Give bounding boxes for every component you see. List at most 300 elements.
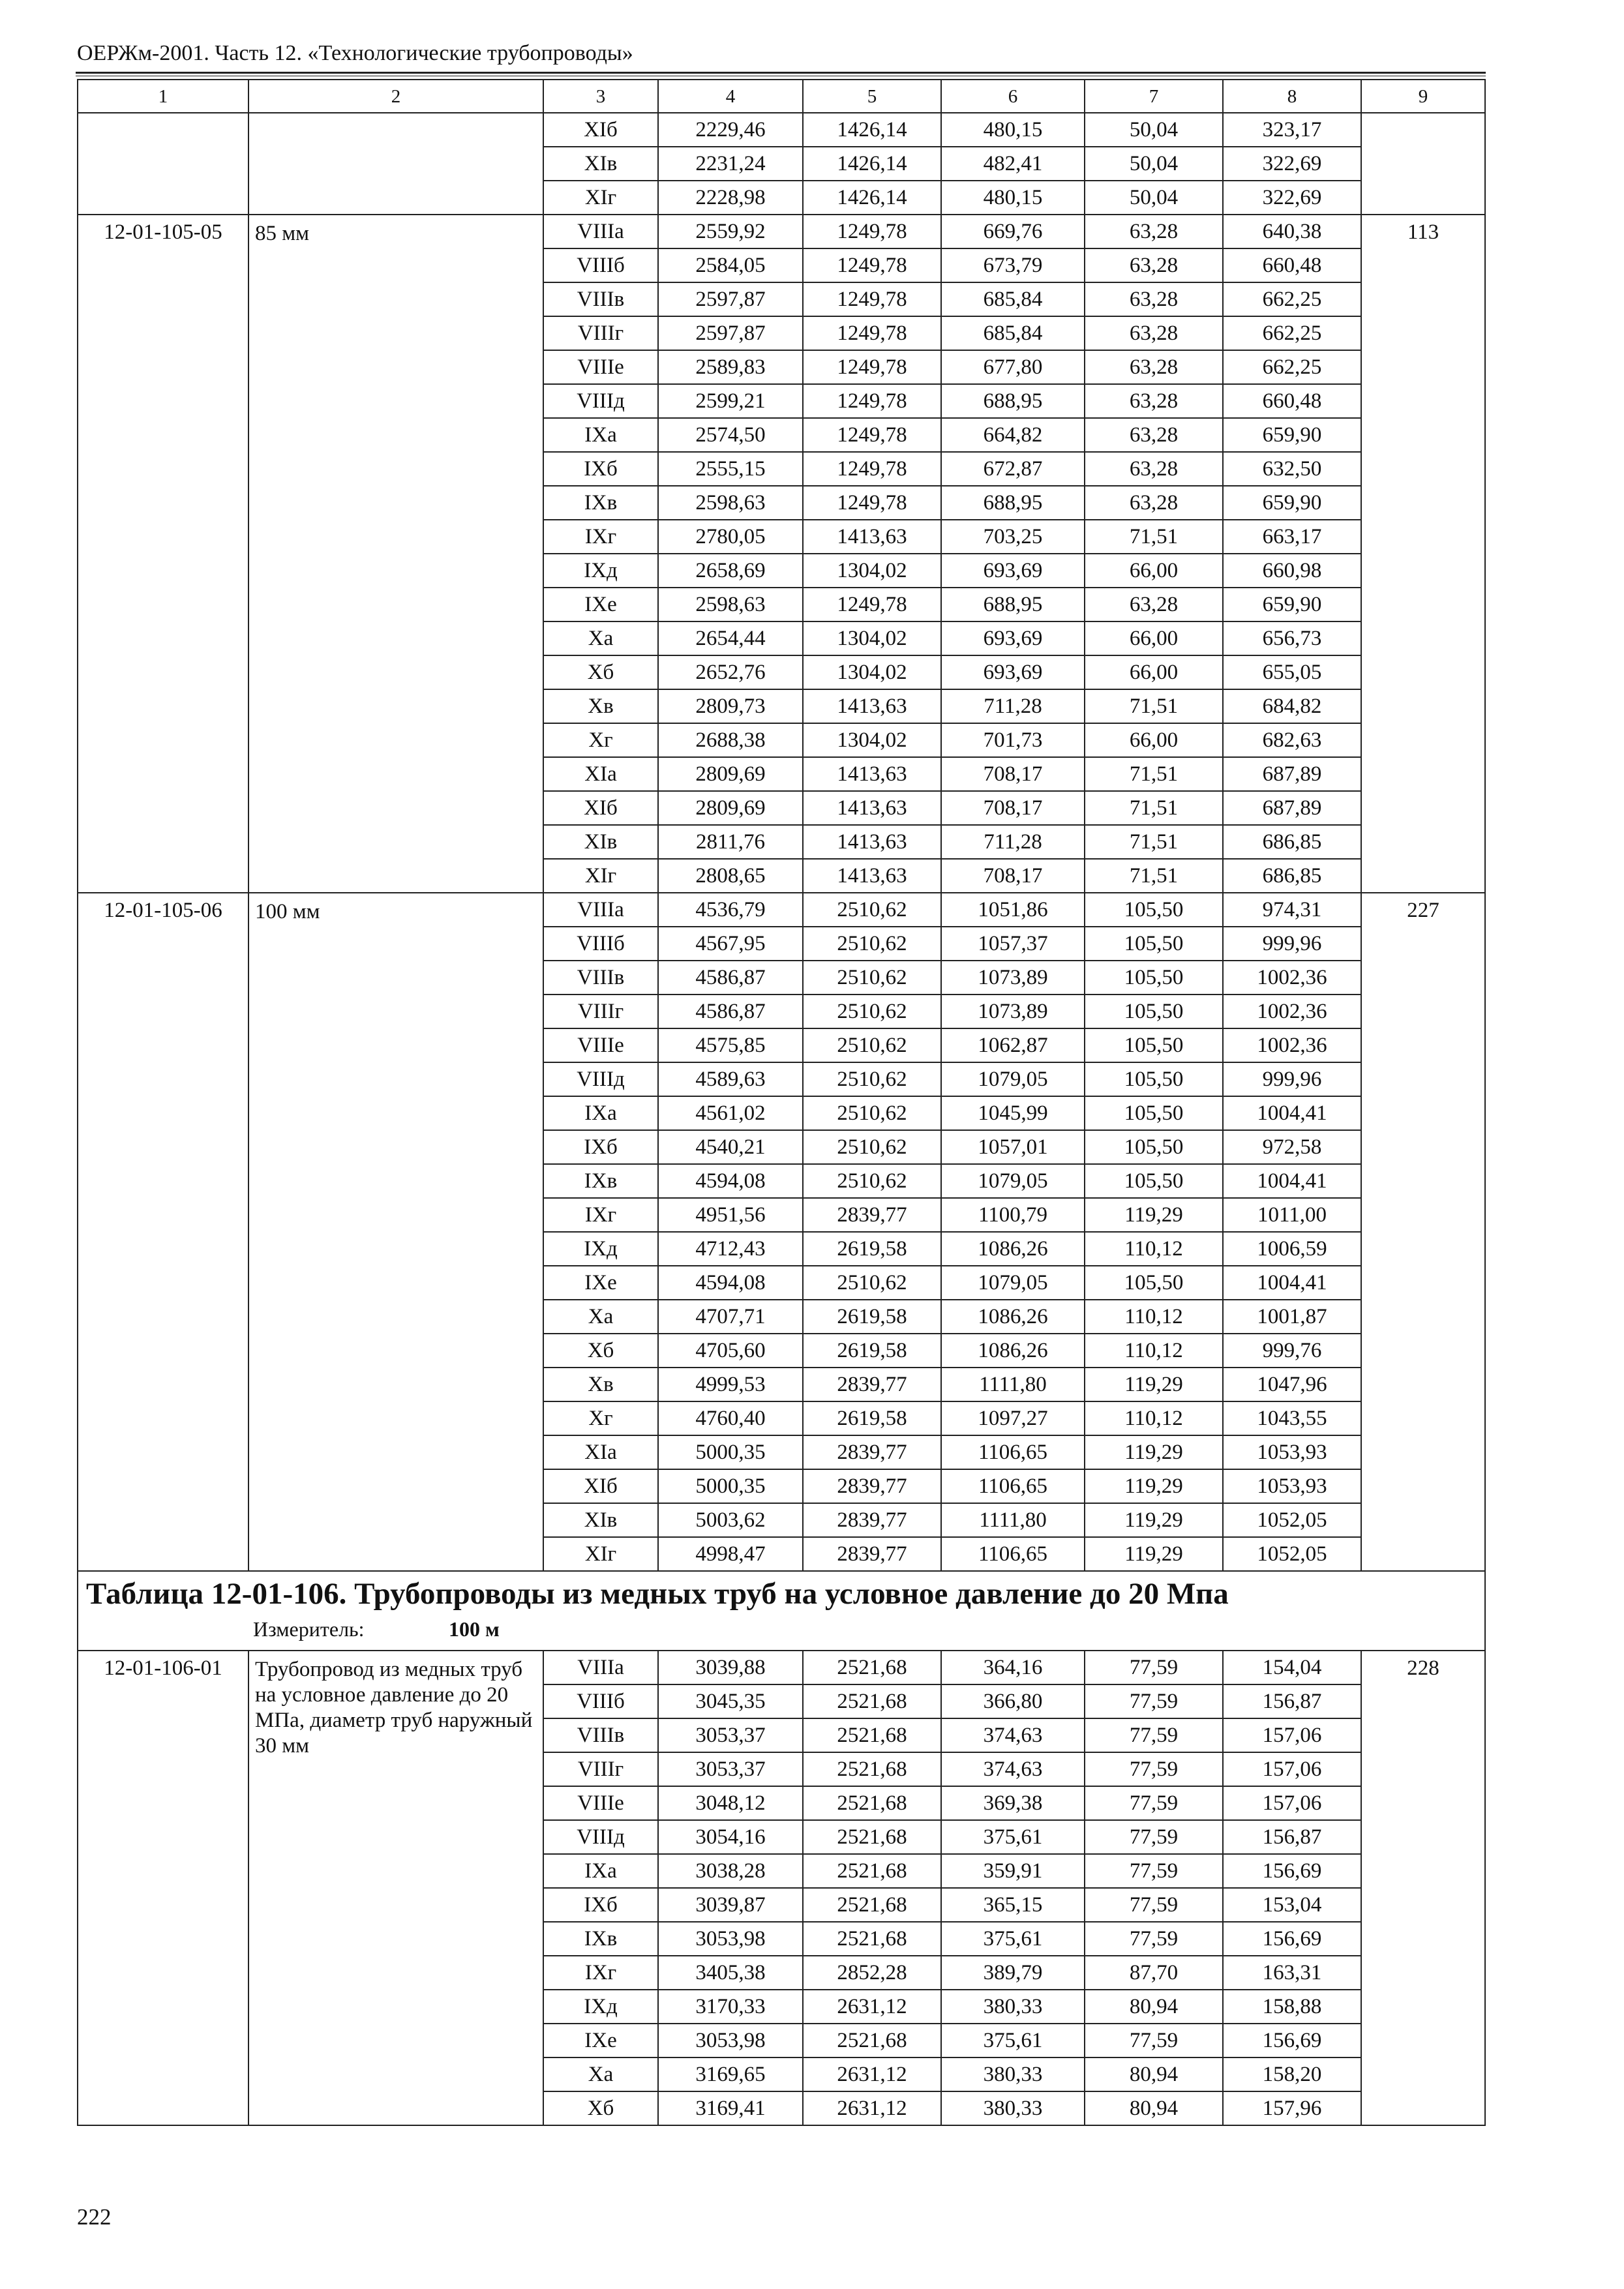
value-cell: 662,25 [1223, 350, 1361, 384]
value-cell: 1304,02 [803, 655, 941, 689]
value-cell: 708,17 [941, 757, 1085, 791]
value-cell: 480,15 [941, 113, 1085, 147]
value-cell: 2654,44 [658, 621, 803, 655]
rate-description [248, 1651, 543, 2125]
value-cell: 374,63 [941, 1718, 1085, 1752]
section-title-row [78, 1571, 1485, 1651]
zone-cell: IXе [543, 1266, 658, 1300]
value-cell: 2510,62 [803, 1130, 941, 1164]
value-cell: 662,25 [1223, 316, 1361, 350]
value-cell: 1249,78 [803, 316, 941, 350]
value-cell: 366,80 [941, 1684, 1085, 1718]
value-cell: 50,04 [1085, 113, 1223, 147]
value-cell: 63,28 [1085, 452, 1223, 486]
column-number: 2 [248, 80, 543, 113]
value-cell: 1249,78 [803, 588, 941, 621]
value-cell: 63,28 [1085, 316, 1223, 350]
value-cell: 105,50 [1085, 1266, 1223, 1300]
value-cell: 685,84 [941, 316, 1085, 350]
value-cell: 1413,63 [803, 859, 941, 893]
zone-cell: Xб [543, 2091, 658, 2125]
rate-description [248, 113, 543, 215]
value-cell: 3053,37 [658, 1752, 803, 1786]
value-cell: 119,29 [1085, 1198, 1223, 1232]
value-cell: 669,76 [941, 215, 1085, 248]
zone-cell: IXг [543, 520, 658, 554]
value-cell: 71,51 [1085, 757, 1223, 791]
value-cell: 323,17 [1223, 113, 1361, 147]
value-cell: 685,84 [941, 282, 1085, 316]
value-cell: 105,50 [1085, 1096, 1223, 1130]
value-cell: 359,91 [941, 1854, 1085, 1888]
value-cell: 4999,53 [658, 1368, 803, 1401]
value-cell: 2809,69 [658, 791, 803, 825]
value-cell: 158,88 [1223, 1990, 1361, 2024]
value-cell: 1086,26 [941, 1300, 1085, 1334]
value-cell: 1062,87 [941, 1028, 1085, 1062]
value-cell: 50,04 [1085, 181, 1223, 215]
value-cell: 632,50 [1223, 452, 1361, 486]
zone-cell: XIв [543, 1503, 658, 1537]
value-cell: 2510,62 [803, 1164, 941, 1198]
value-cell: 2631,12 [803, 1990, 941, 2024]
value-cell: 2839,77 [803, 1368, 941, 1401]
zone-cell: Xа [543, 2057, 658, 2091]
zone-cell: IXд [543, 1232, 658, 1266]
zone-cell: Xа [543, 1300, 658, 1334]
value-cell: 1052,05 [1223, 1503, 1361, 1537]
value-cell: 708,17 [941, 859, 1085, 893]
value-cell: 3169,65 [658, 2057, 803, 2091]
zone-cell: VIIIб [543, 927, 658, 961]
zone-cell: VIIIе [543, 350, 658, 384]
value-cell: 972,58 [1223, 1130, 1361, 1164]
zone-cell: XIа [543, 1435, 658, 1469]
zone-cell: VIIIа [543, 215, 658, 248]
zone-cell: VIIIд [543, 1062, 658, 1096]
value-cell: 119,29 [1085, 1368, 1223, 1401]
value-cell: 63,28 [1085, 418, 1223, 452]
value-cell: 673,79 [941, 248, 1085, 282]
value-cell: 63,28 [1085, 248, 1223, 282]
value-cell: 71,51 [1085, 689, 1223, 723]
value-cell: 2809,69 [658, 757, 803, 791]
value-cell: 1426,14 [803, 147, 941, 181]
zone-cell: Xб [543, 655, 658, 689]
value-cell: 2598,63 [658, 588, 803, 621]
resource-code: 228 [1361, 1651, 1485, 2125]
value-cell: 157,06 [1223, 1752, 1361, 1786]
value-cell: 153,04 [1223, 1888, 1361, 1922]
zone-cell: IXб [543, 452, 658, 486]
zone-cell: XIг [543, 181, 658, 215]
value-cell: 2521,68 [803, 1854, 941, 1888]
value-cell: 1249,78 [803, 350, 941, 384]
zone-cell: VIIIб [543, 248, 658, 282]
value-cell: 2808,65 [658, 859, 803, 893]
value-cell: 1249,78 [803, 452, 941, 486]
table-row [78, 215, 1485, 248]
value-cell: 4589,63 [658, 1062, 803, 1096]
value-cell: 2839,77 [803, 1503, 941, 1537]
value-cell: 2510,62 [803, 927, 941, 961]
zone-cell: Xб [543, 1334, 658, 1368]
value-cell: 659,90 [1223, 588, 1361, 621]
value-cell: 71,51 [1085, 791, 1223, 825]
value-cell: 66,00 [1085, 655, 1223, 689]
value-cell: 3038,28 [658, 1854, 803, 1888]
value-cell: 5003,62 [658, 1503, 803, 1537]
zone-cell: IXд [543, 1990, 658, 2024]
value-cell: 105,50 [1085, 927, 1223, 961]
value-cell: 1086,26 [941, 1232, 1085, 1266]
zone-cell: XIг [543, 1537, 658, 1571]
value-cell: 4707,71 [658, 1300, 803, 1334]
table-row [78, 1651, 1485, 1684]
zone-cell: XIб [543, 791, 658, 825]
value-cell: 4594,08 [658, 1164, 803, 1198]
value-cell: 3039,88 [658, 1651, 803, 1684]
zone-cell: VIIIб [543, 1684, 658, 1718]
value-cell: 375,61 [941, 1820, 1085, 1854]
value-cell: 110,12 [1085, 1334, 1223, 1368]
value-cell: 105,50 [1085, 1164, 1223, 1198]
value-cell: 154,04 [1223, 1651, 1361, 1684]
meter-value: 100 м [449, 1617, 500, 1641]
rate-code: 12-01-105-06 [78, 893, 248, 1571]
value-cell: 2809,73 [658, 689, 803, 723]
column-number: 3 [543, 80, 658, 113]
value-cell: 375,61 [941, 2024, 1085, 2057]
value-cell: 2510,62 [803, 1062, 941, 1096]
value-cell: 2510,62 [803, 1096, 941, 1130]
value-cell: 3053,98 [658, 1922, 803, 1956]
zone-cell: IXа [543, 418, 658, 452]
value-cell: 1111,80 [941, 1368, 1085, 1401]
value-cell: 77,59 [1085, 1684, 1223, 1718]
value-cell: 156,87 [1223, 1684, 1361, 1718]
value-cell: 1304,02 [803, 554, 941, 588]
rate-code: 12-01-105-05 [78, 215, 248, 893]
value-cell: 2631,12 [803, 2091, 941, 2125]
table-row [78, 893, 1485, 927]
value-cell: 156,69 [1223, 1854, 1361, 1888]
resource-code: 227 [1361, 893, 1485, 1571]
zone-cell: VIIIа [543, 1651, 658, 1684]
value-cell: 1079,05 [941, 1266, 1085, 1300]
value-cell: 77,59 [1085, 1651, 1223, 1684]
value-cell: 77,59 [1085, 1752, 1223, 1786]
value-cell: 660,98 [1223, 554, 1361, 588]
value-cell: 322,69 [1223, 181, 1361, 215]
value-cell: 4536,79 [658, 893, 803, 927]
value-cell: 999,76 [1223, 1334, 1361, 1368]
zone-cell: VIIIг [543, 1752, 658, 1786]
value-cell: 2521,68 [803, 2024, 941, 2057]
value-cell: 1073,89 [941, 961, 1085, 995]
rate-description-text: 85 мм [255, 222, 310, 245]
value-cell: 63,28 [1085, 384, 1223, 418]
value-cell: 364,16 [941, 1651, 1085, 1684]
value-cell: 655,05 [1223, 655, 1361, 689]
value-cell: 711,28 [941, 689, 1085, 723]
value-cell: 322,69 [1223, 147, 1361, 181]
value-cell: 1002,36 [1223, 961, 1361, 995]
value-cell: 71,51 [1085, 825, 1223, 859]
value-cell: 1413,63 [803, 825, 941, 859]
zone-cell: IXг [543, 1198, 658, 1232]
value-cell: 1051,86 [941, 893, 1085, 927]
value-cell: 1249,78 [803, 215, 941, 248]
value-cell: 156,87 [1223, 1820, 1361, 1854]
value-cell: 686,85 [1223, 859, 1361, 893]
value-cell: 2521,68 [803, 1718, 941, 1752]
value-cell: 2619,58 [803, 1232, 941, 1266]
header-rule-thick [76, 72, 1486, 74]
value-cell: 2584,05 [658, 248, 803, 282]
value-cell: 63,28 [1085, 588, 1223, 621]
value-cell: 4594,08 [658, 1266, 803, 1300]
value-cell: 2510,62 [803, 1266, 941, 1300]
value-cell: 1249,78 [803, 486, 941, 520]
zone-cell: XIв [543, 147, 658, 181]
value-cell: 3054,16 [658, 1820, 803, 1854]
zone-cell: IXв [543, 486, 658, 520]
value-cell: 2619,58 [803, 1334, 941, 1368]
value-cell: 974,31 [1223, 893, 1361, 927]
value-cell: 2521,68 [803, 1752, 941, 1786]
value-cell: 1249,78 [803, 248, 941, 282]
zone-cell: VIIIг [543, 316, 658, 350]
value-cell: 684,82 [1223, 689, 1361, 723]
value-cell: 660,48 [1223, 384, 1361, 418]
value-cell: 380,33 [941, 1990, 1085, 2024]
zone-cell: Xв [543, 689, 658, 723]
value-cell: 2597,87 [658, 316, 803, 350]
rate-code [78, 113, 248, 215]
value-cell: 369,38 [941, 1786, 1085, 1820]
section-title-cell [78, 1571, 1485, 1651]
value-cell: 640,38 [1223, 215, 1361, 248]
value-cell: 163,31 [1223, 1956, 1361, 1990]
value-cell: 158,20 [1223, 2057, 1361, 2091]
value-cell: 672,87 [941, 452, 1085, 486]
value-cell: 1249,78 [803, 418, 941, 452]
zone-cell: VIIIд [543, 384, 658, 418]
value-cell: 1073,89 [941, 995, 1085, 1028]
value-cell: 105,50 [1085, 1130, 1223, 1164]
value-cell: 4998,47 [658, 1537, 803, 1571]
value-cell: 110,12 [1085, 1232, 1223, 1266]
value-cell: 66,00 [1085, 723, 1223, 757]
value-cell: 4712,43 [658, 1232, 803, 1266]
value-cell: 2839,77 [803, 1198, 941, 1232]
value-cell: 5000,35 [658, 1435, 803, 1469]
value-cell: 105,50 [1085, 1028, 1223, 1062]
value-cell: 77,59 [1085, 1888, 1223, 1922]
value-cell: 1100,79 [941, 1198, 1085, 1232]
running-header: ОЕРЖм-2001. Часть 12. «Технологические трубопроводы» [77, 41, 633, 65]
value-cell: 688,95 [941, 486, 1085, 520]
value-cell: 2521,68 [803, 1820, 941, 1854]
value-cell: 1111,80 [941, 1503, 1085, 1537]
value-cell: 1052,05 [1223, 1537, 1361, 1571]
value-cell: 2521,68 [803, 1922, 941, 1956]
zone-cell: IXа [543, 1854, 658, 1888]
value-cell: 1079,05 [941, 1062, 1085, 1096]
value-cell: 50,04 [1085, 147, 1223, 181]
value-cell: 1086,26 [941, 1334, 1085, 1368]
value-cell: 3170,33 [658, 1990, 803, 2024]
value-cell: 686,85 [1223, 825, 1361, 859]
column-number: 5 [803, 80, 941, 113]
column-number: 1 [78, 80, 248, 113]
column-number: 6 [941, 80, 1085, 113]
value-cell: 659,90 [1223, 486, 1361, 520]
zone-cell: VIIIв [543, 282, 658, 316]
resource-code [1361, 113, 1485, 215]
value-cell: 1106,65 [941, 1435, 1085, 1469]
value-cell: 389,79 [941, 1956, 1085, 1990]
value-cell: 2559,92 [658, 215, 803, 248]
value-cell: 4575,85 [658, 1028, 803, 1062]
value-cell: 157,96 [1223, 2091, 1361, 2125]
value-cell: 3053,37 [658, 1718, 803, 1752]
value-cell: 4567,95 [658, 927, 803, 961]
value-cell: 1426,14 [803, 113, 941, 147]
value-cell: 4705,60 [658, 1334, 803, 1368]
zone-cell: IXа [543, 1096, 658, 1130]
zone-cell: VIIIа [543, 893, 658, 927]
value-cell: 703,25 [941, 520, 1085, 554]
meter-label: Измеритель: [253, 1617, 365, 1641]
column-number: 7 [1085, 80, 1223, 113]
value-cell: 663,17 [1223, 520, 1361, 554]
value-cell: 1304,02 [803, 723, 941, 757]
column-number: 9 [1361, 80, 1485, 113]
value-cell: 119,29 [1085, 1435, 1223, 1469]
value-cell: 2619,58 [803, 1401, 941, 1435]
value-cell: 1057,37 [941, 927, 1085, 961]
value-cell: 3045,35 [658, 1684, 803, 1718]
value-cell: 677,80 [941, 350, 1085, 384]
value-cell: 2658,69 [658, 554, 803, 588]
value-cell: 105,50 [1085, 1062, 1223, 1096]
zone-cell: VIIIг [543, 995, 658, 1028]
value-cell: 660,48 [1223, 248, 1361, 282]
table-row [78, 113, 1485, 147]
value-cell: 2619,58 [803, 1300, 941, 1334]
value-cell: 380,33 [941, 2091, 1085, 2125]
value-cell: 1413,63 [803, 689, 941, 723]
value-cell: 119,29 [1085, 1503, 1223, 1537]
value-cell: 1249,78 [803, 384, 941, 418]
value-cell: 2510,62 [803, 1028, 941, 1062]
value-cell: 80,94 [1085, 1990, 1223, 2024]
value-cell: 2231,24 [658, 147, 803, 181]
value-cell: 693,69 [941, 621, 1085, 655]
value-cell: 2521,68 [803, 1684, 941, 1718]
value-cell: 1106,65 [941, 1537, 1085, 1571]
value-cell: 1011,00 [1223, 1198, 1361, 1232]
value-cell: 2780,05 [658, 520, 803, 554]
zone-cell: VIIIе [543, 1028, 658, 1062]
value-cell: 1004,41 [1223, 1266, 1361, 1300]
value-cell: 77,59 [1085, 1922, 1223, 1956]
value-cell: 77,59 [1085, 1820, 1223, 1854]
value-cell: 1097,27 [941, 1401, 1085, 1435]
value-cell: 999,96 [1223, 927, 1361, 961]
value-cell: 1413,63 [803, 757, 941, 791]
value-cell: 687,89 [1223, 791, 1361, 825]
value-cell: 4951,56 [658, 1198, 803, 1232]
value-cell: 1053,93 [1223, 1435, 1361, 1469]
value-cell: 2510,62 [803, 961, 941, 995]
value-cell: 688,95 [941, 588, 1085, 621]
value-cell: 119,29 [1085, 1469, 1223, 1503]
value-cell: 2589,83 [658, 350, 803, 384]
zone-cell: Xв [543, 1368, 658, 1401]
rate-description-text: Трубопровод из медных труб на условное давление до 20 МПа, диаметр труб наружный 30 мм [255, 1658, 533, 1758]
value-cell: 1006,59 [1223, 1232, 1361, 1266]
value-cell: 693,69 [941, 554, 1085, 588]
rate-description [248, 215, 543, 893]
value-cell: 2521,68 [803, 1651, 941, 1684]
value-cell: 1004,41 [1223, 1096, 1361, 1130]
value-cell: 3053,98 [658, 2024, 803, 2057]
value-cell: 2510,62 [803, 893, 941, 927]
value-cell: 1002,36 [1223, 995, 1361, 1028]
value-cell: 2521,68 [803, 1786, 941, 1820]
value-cell: 2652,76 [658, 655, 803, 689]
zone-cell: IXв [543, 1922, 658, 1956]
zone-cell: XIб [543, 113, 658, 147]
value-cell: 77,59 [1085, 1718, 1223, 1752]
zone-cell: XIг [543, 859, 658, 893]
value-cell: 1001,87 [1223, 1300, 1361, 1334]
value-cell: 63,28 [1085, 350, 1223, 384]
value-cell: 2521,68 [803, 1888, 941, 1922]
value-cell: 708,17 [941, 791, 1085, 825]
value-cell: 482,41 [941, 147, 1085, 181]
column-number: 8 [1223, 80, 1361, 113]
value-cell: 3048,12 [658, 1786, 803, 1820]
value-cell: 1079,05 [941, 1164, 1085, 1198]
zone-cell: VIIIв [543, 961, 658, 995]
value-cell: 1043,55 [1223, 1401, 1361, 1435]
rates-table [77, 79, 1486, 2126]
value-cell: 664,82 [941, 418, 1085, 452]
value-cell: 4561,02 [658, 1096, 803, 1130]
zone-cell: XIв [543, 825, 658, 859]
value-cell: 2852,28 [803, 1956, 941, 1990]
value-cell: 66,00 [1085, 621, 1223, 655]
value-cell: 4760,40 [658, 1401, 803, 1435]
value-cell: 63,28 [1085, 215, 1223, 248]
value-cell: 2510,62 [803, 995, 941, 1028]
value-cell: 380,33 [941, 2057, 1085, 2091]
value-cell: 711,28 [941, 825, 1085, 859]
value-cell: 2598,63 [658, 486, 803, 520]
value-cell: 157,06 [1223, 1718, 1361, 1752]
value-cell: 2229,46 [658, 113, 803, 147]
value-cell: 701,73 [941, 723, 1085, 757]
value-cell: 71,51 [1085, 859, 1223, 893]
rate-description [248, 893, 543, 1571]
value-cell: 2839,77 [803, 1435, 941, 1469]
value-cell: 2631,12 [803, 2057, 941, 2091]
value-cell: 63,28 [1085, 486, 1223, 520]
